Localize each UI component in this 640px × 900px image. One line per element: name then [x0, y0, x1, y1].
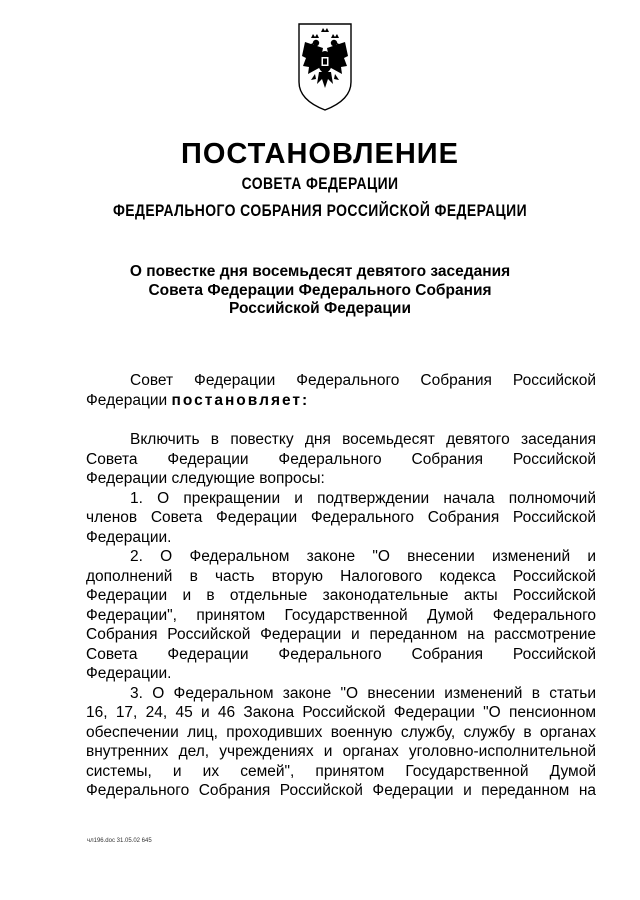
agenda-item-line: Федерации", принятом Государственной Думой Федерального [86, 606, 596, 624]
agenda-item-line: дополнений в часть вторую Налогового кодекса Российской [86, 567, 596, 585]
subject-line: О повестке дня восемьдесят девятого заседания [129, 263, 511, 280]
agenda-item-line: 16, 17, 24, 45 и 46 Закона Российской Федерации "О пенсионном [86, 704, 596, 721]
agenda-item-line: внутренних дел, учреждениях и органах уголовно-исполнительной [86, 743, 596, 760]
intro-line: Совета Федерации Федерального Собрания Российской [86, 450, 596, 468]
agenda-item-line: 3. О Федеральном законе "О внесении изменений в статьи [130, 684, 596, 702]
document-subject [0, 263, 640, 319]
agenda-item-line: системы, и их семей", принятом Государственной Думой [86, 762, 596, 780]
decision-verb: постановляет: [171, 391, 310, 409]
intro-line: Включить в повестку дня восемьдесят девятого заседания [130, 431, 596, 448]
coat-of-arms-icon [297, 22, 353, 112]
document-title: ПОСТАНОВЛЕНИЕ [181, 138, 459, 170]
agenda-item-line: 2. О Федеральном законе "О внесении изменений и [130, 548, 596, 565]
issuer-line-1: СОВЕТА ФЕДЕРАЦИИ [241, 174, 399, 193]
agenda-item-line: членов Совета Федерации Федерального Собрания Российской [86, 509, 596, 526]
intro-line: Федерации следующие вопросы: [86, 470, 325, 487]
preamble [86, 371, 596, 410]
subject-line: Совета Федерации Федерального Собрания [148, 281, 492, 299]
file-reference: чл196.doc 31.05.02 645 [87, 838, 152, 844]
agenda-item-line: Федерации. [86, 665, 172, 682]
agenda-item-line: 1. О прекращении и подтверждении начала полномочий [130, 489, 596, 507]
agenda-item-line: Федерального Собрания Российской Федерации и переданном на [86, 782, 596, 799]
issuer-line-2: ФЕДЕРАЛЬНОГО СОБРАНИЯ РОССИЙСКОЙ ФЕДЕРАЦИИ [112, 201, 528, 220]
preamble-line: Совет Федерации Федерального Собрания Российской [130, 372, 596, 389]
resolution-text [86, 430, 596, 801]
subject-line: Российской Федерации [229, 300, 411, 317]
agenda-item-line: обеспечении лиц, проходивших военную службу, службу в органах [86, 723, 596, 741]
agenda-item-line: Собрания Российской Федерации и переданном на рассмотрение [86, 626, 596, 643]
agenda-item-line: Федерации. [86, 528, 172, 546]
preamble-line [86, 391, 596, 411]
preamble-text: Федерации [86, 391, 172, 409]
agenda-item-line: Федерации и в отдельные законодательные акты Российской [86, 587, 596, 604]
agenda-item-line: Совета Федерации Федерального Собрания Российской [86, 645, 596, 663]
